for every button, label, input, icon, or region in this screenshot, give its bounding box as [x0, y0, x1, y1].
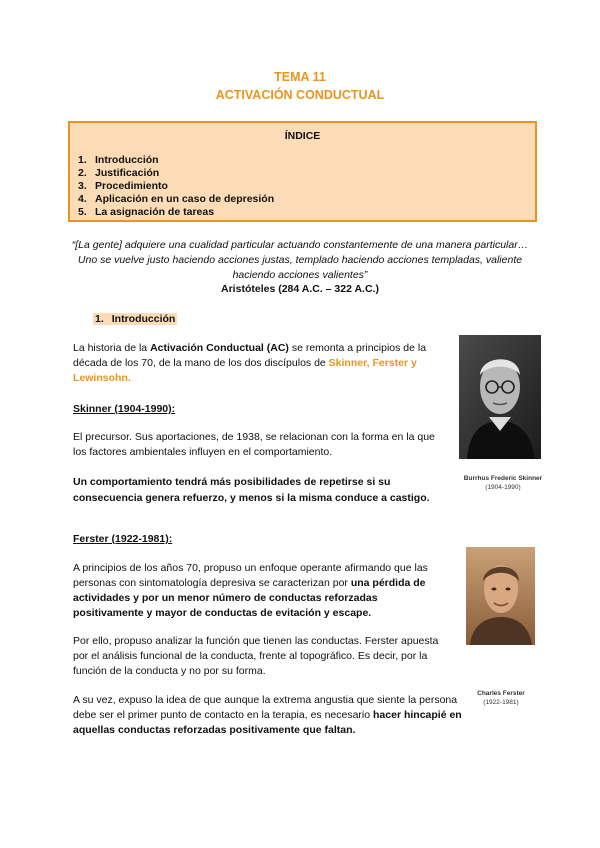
page-title-line2: ACTIVACIÓN CONDUCTUAL: [215, 88, 385, 102]
ferster-portrait-image: [466, 547, 535, 645]
ferster-heading: Ferster (1922-1981):: [73, 533, 173, 545]
skinner-portrait-image: [459, 335, 541, 459]
ferster-paragraph-1: [73, 561, 445, 621]
index-item-number: 2.: [78, 167, 87, 179]
ferster-paragraph-2: Por ello, propuso analizar la función que tienen las conductas. Ferster apuesta por el análisis funcional de la conducta, frente al topográfico. Es decir, por la función de la conducta y no por su forma.: [73, 635, 439, 677]
index-item-label: La asignación de tareas: [95, 206, 215, 218]
skinner-principle: Un comportamiento tendrá más posibilidades de repetirse si su consecuencia genera refuerzo, y menos si la misma conduce a castigo.: [73, 476, 430, 504]
ferster-paragraph-3: [73, 693, 473, 738]
skinner-paragraph: El precursor. Sus aportaciones, de 1938, se relacionan con la forma en la que los factores ambientales influyen en el comportamiento.: [73, 431, 435, 458]
ferster-bold-text: una pérdida de actividades y por un menor número de conductas reforzadas positivamente y mayor de conductas de evitación y escape.: [73, 577, 426, 619]
skinner-photo: [459, 335, 541, 459]
caption-name: Charles Ferster: [477, 690, 525, 697]
section-label: Introducción: [111, 313, 176, 325]
index-item-number: 1.: [78, 154, 87, 166]
skinner-heading: Skinner (1904-1990):: [73, 403, 176, 415]
section-heading: [93, 313, 177, 325]
index-item-number: 5.: [78, 206, 87, 218]
index-item: [78, 206, 274, 219]
index-box: [68, 121, 537, 222]
index-item-number: 3.: [78, 180, 87, 192]
caption-name: Burrhus Frederic Skinner: [463, 475, 543, 482]
index-item-label: Justificación: [95, 167, 160, 179]
index-item-label: Aplicación en un caso de depresión: [95, 193, 275, 205]
index-item: [78, 167, 274, 180]
index-item-label: Procedimiento: [95, 180, 168, 192]
index-heading: ÍNDICE: [284, 130, 321, 142]
intro-text: La historia de la: [73, 342, 151, 354]
ferster-photo: [466, 547, 535, 645]
epigraph-quote: “[La gente] adquiere una cualidad particular actuando constantemente de una manera particular… Uno se vuelve justo haciendo acciones justas, templado haciendo acciones templadas, valiente haciendo acciones valientes”: [71, 239, 529, 281]
intro-paragraph: [73, 341, 445, 386]
ferster-photo-caption: [456, 689, 546, 707]
index-item-number: 4.: [78, 193, 87, 205]
caption-years: (1904-1990): [485, 484, 521, 491]
ferster-text: A principios de los años 70, propuso un enfoque operante afirmando que las personas con sintomatología depresiva se caracterizan por: [73, 562, 428, 589]
intro-bold-term: Activación Conductual (AC): [150, 342, 289, 354]
ferster-bold-text: hacer hincapié en aquellas conductas reforzadas positivamente que faltan.: [73, 709, 462, 736]
index-item: [78, 154, 274, 167]
intro-text: se remonta a principios de la década de los 70, de la mano de los dos discípulos de: [73, 342, 427, 369]
index-item: [78, 180, 274, 193]
index-list: [78, 154, 274, 219]
index-item: [78, 193, 274, 206]
skinner-photo-caption: [455, 474, 551, 492]
intro-highlight-names: Skinner, Ferster y Lewinsohn.: [73, 357, 417, 384]
page-title-line1: TEMA 11: [274, 70, 326, 84]
section-number: 1.: [95, 313, 104, 325]
caption-years: (1922-1981): [483, 699, 519, 706]
epigraph-author: Aristóteles (284 A.C. – 322 A.C.): [221, 283, 379, 295]
ferster-text: A su vez, expuso la idea de que aunque la extrema angustia que siente la persona debe ser el primer punto de contacto en la terapia, es necesario: [73, 694, 458, 721]
index-item-label: Introducción: [95, 154, 159, 166]
